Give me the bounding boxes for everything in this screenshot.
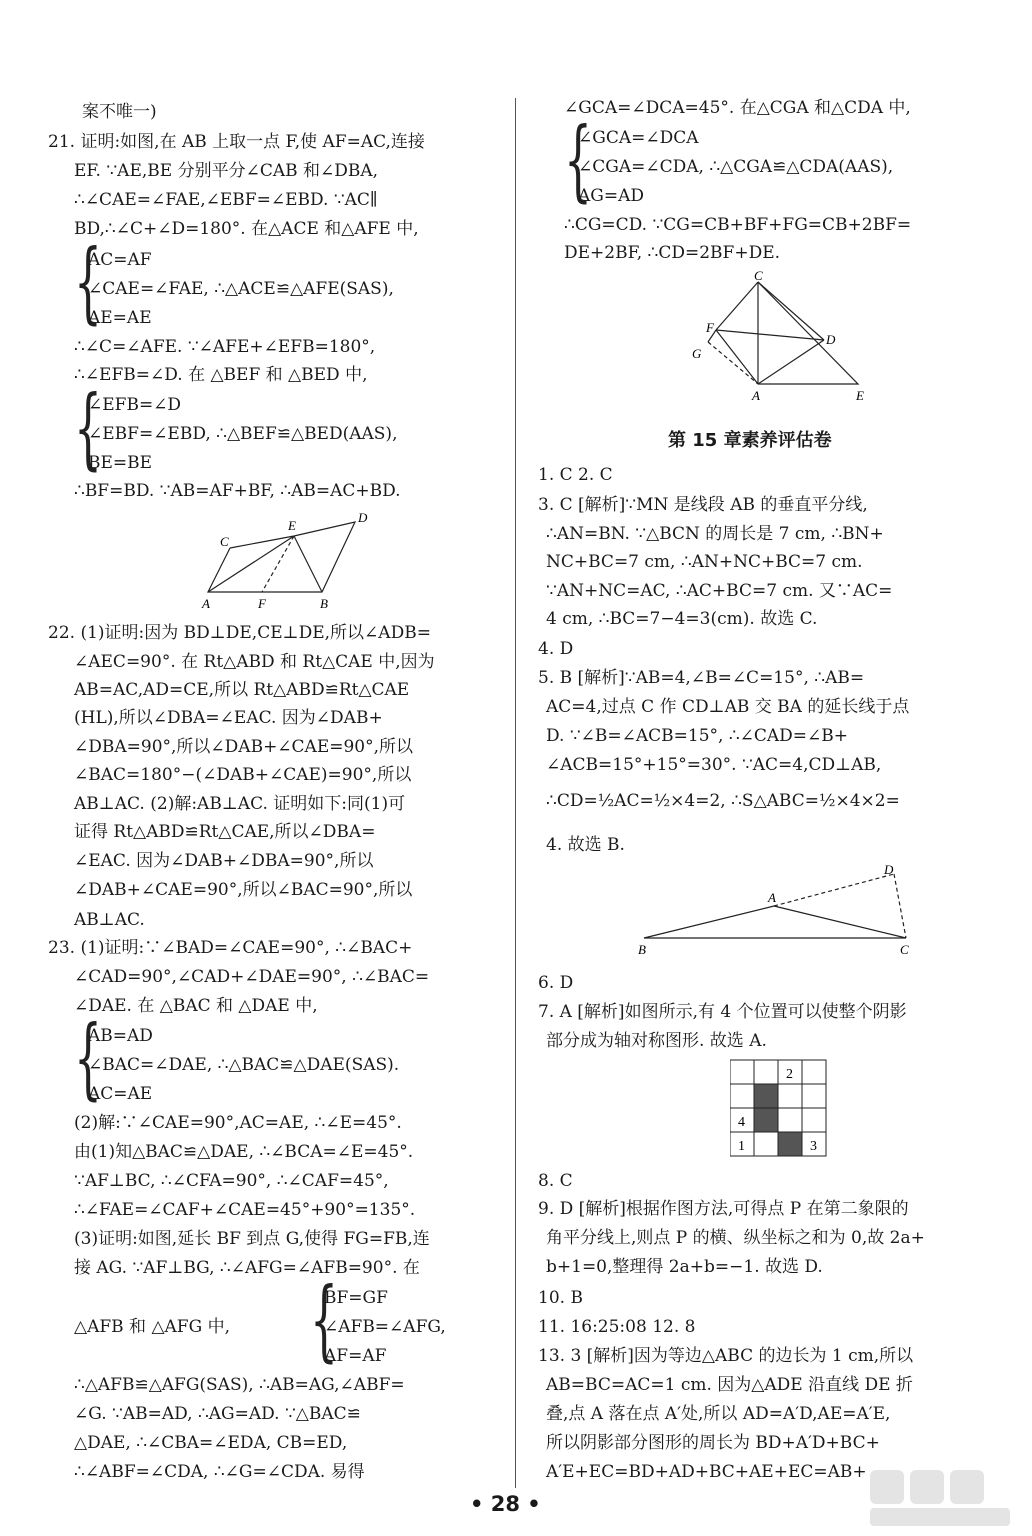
text-line: AC=AE [88,1084,153,1104]
text-line: BE=BE [88,453,153,473]
label-F: F [706,320,714,335]
text-line: D. ∵∠B=∠ACB=15°, ∴∠CAD=∠B+ [546,726,849,746]
text-line: 接 AG. ∵AF⊥BG, ∴∠AFG=∠AFB=90°. 在 [74,1258,420,1278]
text-line: 5. B [解析]∵AB=4,∠B=∠C=15°, ∴AB= [538,668,865,688]
text-line: 所以阴影部分图形的周长为 BD+A′D+BC+ [546,1433,880,1453]
label-G: G [692,346,702,361]
text-line: (2)解:∵∠CAE=90°,AC=AE, ∴∠E=45°. [74,1113,402,1133]
label-C: C [900,942,909,957]
text-line: b+1=0,整理得 2a+b=−1. 故选 D. [546,1257,823,1277]
text-line: ∠EBF=∠EBD, ∴△BEF≌△BED(AAS), [88,424,398,444]
text-line: ∴BF=BD. ∵AB=AF+BF, ∴AB=AC+BD. [74,481,401,501]
figure-q5 [634,862,924,958]
label-C: C [754,268,763,283]
text-line: 11. 16:25:08 12. 8 [538,1317,696,1337]
text-line: EF. ∵AE,BE 分别平分∠CAB 和∠DBA, [74,161,379,181]
text-line: AE=AE [88,308,152,328]
label-A: A [768,890,776,905]
text-line: 3. C [解析]∵MN 是线段 AB 的垂直平分线, [538,495,868,515]
text-line: 23. (1)证明:∵∠BAD=∠CAE=90°, ∴∠BAC+ [48,938,413,958]
text-line: 4. D [538,639,574,659]
label-E: E [856,388,864,403]
text-line: ∵AN+NC=AC, ∴AC+BC=7 cm. 又∵AC= [546,581,893,601]
label-E: E [288,518,296,533]
grid-label: 2 [786,1067,793,1082]
text-line: AB⊥AC. (2)解:AB⊥AC. 证明如下:同(1)可 [74,794,406,814]
text-line: ∠GCA=∠DCA [578,128,699,148]
text-line: ∠G. ∵AB=AD, ∴AG=AD. ∵△BAC≌ [74,1404,361,1424]
text-line: 证得 Rt△ABD≌Rt△CAE,所以∠DBA= [74,822,376,842]
text-line: ∴∠FAE=∠CAF+∠CAE=45°+90°=135°. [74,1200,416,1220]
text-line: 1. C 2. C [538,465,613,485]
text-line: ∴CG=CD. ∵CG=CB+BF+FG=CB+2BF= [564,215,912,235]
text-line: AB=AD [88,1026,153,1046]
brace: { [74,232,102,334]
text-line: ∠DAB+∠CAE=90°,所以∠BAC=90°,所以 [74,880,413,900]
text-line: AC=4,过点 C 作 CD⊥AB 交 BA 的延长线于点 [546,697,910,717]
text-line: ∠CAD=90°,∠CAD+∠DAE=90°, ∴∠BAC= [74,967,430,987]
label-D: D [826,332,836,347]
label-A: A [752,388,760,403]
text-line: (3)证明:如图,延长 BF 到点 G,使得 FG=FB,连 [74,1229,430,1249]
section-title: 第 15 章素养评估卷 [668,430,832,451]
text-line: ∠ACB=15°+15°=30°. ∵AC=4,CD⊥AB, [546,755,882,775]
text-line: 13. 3 [解析]因为等边△ABC 的边长为 1 cm,所以 [538,1346,914,1366]
text-line: AC=AF [88,250,152,270]
brace: { [74,1008,102,1110]
brace: { [74,378,102,480]
text-line: ∠CGA=∠CDA, ∴△CGA≌△CDA(AAS), [578,157,894,177]
text-line: 4 cm, ∴BC=7−4=3(cm). 故选 C. [546,609,818,629]
label-D: D [884,862,894,877]
text-line: 叠,点 A 落在点 A′处,所以 AD=A′D,AE=A′E, [546,1404,891,1424]
text-line: AF=AF [324,1346,387,1366]
text-line: 部分成为轴对称图形. 故选 A. [546,1031,767,1051]
column-divider [515,98,516,1488]
text-line: AB=BC=AC=1 cm. 因为△ADE 沿直线 DE 折 [546,1375,913,1395]
text-line: AB⊥AC. [74,910,145,930]
text-line: △AFB 和 △AFG 中, [74,1317,230,1337]
text-line: 由(1)知△BAC≌△DAE, ∴∠BCA=∠E=45°. [74,1142,414,1162]
text-line: 7. A [解析]如图所示,有 4 个位置可以使整个阴影 [538,1002,907,1022]
text-line: 21. 证明:如图,在 AB 上取一点 F,使 AF=AC,连接 [48,132,425,152]
text-line: 4. 故选 B. [546,835,625,855]
grid-label: 4 [738,1115,745,1130]
text-line: BF=GF [324,1288,388,1308]
brace: { [310,1270,338,1372]
text-line: DE+2BF, ∴CD=2BF+DE. [564,243,781,263]
text-line: ∵AF⊥BC, ∴∠CFA=90°, ∴∠CAF=45°, [74,1171,389,1191]
text-line: ∠BAC=180°−(∠DAB+∠CAE)=90°,所以 [74,765,412,785]
text-line: ∠EAC. 因为∠DAB+∠DBA=90°,所以 [74,851,374,871]
text-line: ∴∠CAE=∠FAE,∠EBF=∠EBD. ∵AC∥ [74,190,378,210]
label-B: B [638,942,646,957]
label-A: A [202,596,210,611]
label-D: D [358,510,368,525]
text-line: 9. D [解析]根据作图方法,可得点 P 在第二象限的 [538,1199,909,1219]
grid-label: 1 [738,1139,745,1154]
text-line: AG=AD [578,186,645,206]
grid-label: 3 [810,1139,817,1154]
text-line: ∴△AFB≌△AFG(SAS), ∴AB=AG,∠ABF= [74,1375,405,1395]
text-line: ∠AFB=∠AFG, [324,1317,446,1337]
figure-q23 [678,268,878,406]
brace: { [564,110,592,212]
text-line: 案不唯一) [82,102,157,122]
text-line: ∠BAC=∠DAE, ∴△BAC≌△DAE(SAS). [88,1055,400,1075]
text-line: ∴∠EFB=∠D. 在 △BEF 和 △BED 中, [74,365,368,385]
text-line: △DAE, ∴∠CBA=∠EDA, CB=ED, [74,1433,348,1453]
text-line: 6. D [538,973,574,993]
text-line: ∴∠ABF=∠CDA, ∴∠G=∠CDA. 易得 [74,1462,365,1482]
text-line: ∠GCA=∠DCA=45°. 在△CGA 和△CDA 中, [564,98,911,118]
text-line: ∠EFB=∠D [88,395,182,415]
text-line: ∠CAE=∠FAE, ∴△ACE≌△AFE(SAS), [88,279,394,299]
watermark-logo [860,1460,1020,1530]
label-F: F [258,596,266,611]
text-line: ∠DAE. 在 △BAC 和 △DAE 中, [74,996,318,1016]
text-line: BD,∴∠C+∠D=180°. 在△ACE 和△AFE 中, [74,219,419,239]
text-line: 角平分线上,则点 P 的横、纵坐标之和为 0,故 2a+ [546,1228,925,1248]
page-number: • 28 • [470,1492,541,1516]
text-line: ∴CD=½AC=½×4=2, ∴S△ABC=½×4×2= [546,791,900,811]
text-line: NC+BC=7 cm, ∴AN+NC+BC=7 cm. [546,552,863,572]
text-line: AB=AC,AD=CE,所以 Rt△ABD≌Rt△CAE [74,680,410,700]
text-line: A′E+EC=BD+AD+BC+AE+EC=AB+ [546,1462,867,1482]
text-line: 22. (1)证明:因为 BD⊥DE,CE⊥DE,所以∠ADB= [48,623,431,643]
text-line: ∴AN=BN. ∵△BCN 的周长是 7 cm, ∴BN+ [546,524,884,544]
text-line: (HL),所以∠DBA=∠EAC. 因为∠DAB+ [74,708,383,728]
label-B: B [320,596,328,611]
figure-q7-grid [730,1058,830,1158]
label-C: C [220,534,229,549]
text-line: 10. B [538,1288,583,1308]
text-line: ∠AEC=90°. 在 Rt△ABD 和 Rt△CAE 中,因为 [74,652,435,672]
text-line: ∴∠C=∠AFE. ∵∠AFE+∠EFB=180°, [74,337,376,357]
text-line: 8. C [538,1171,573,1191]
text-line: ∠DBA=90°,所以∠DAB+∠CAE=90°,所以 [74,737,414,757]
figure-q21 [200,508,370,612]
